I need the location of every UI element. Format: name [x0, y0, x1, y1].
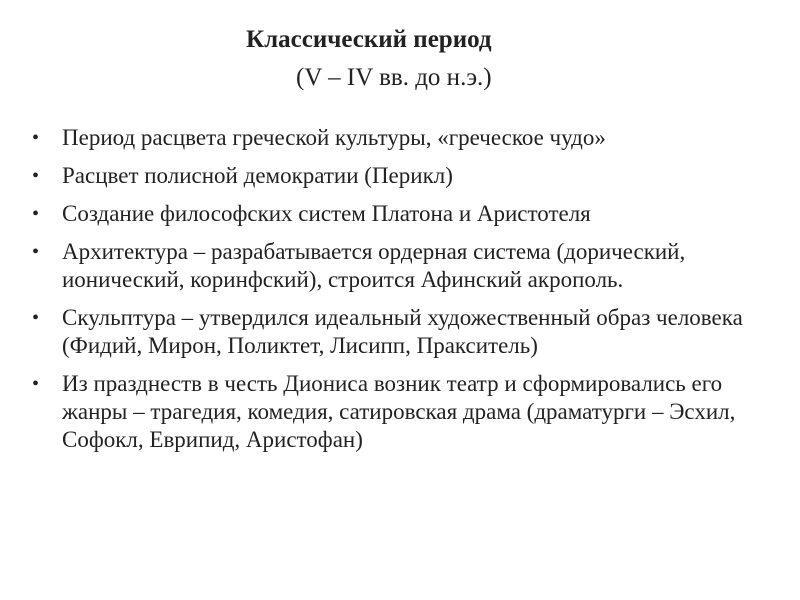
bullet-item — [32, 162, 782, 190]
bullet-item — [32, 304, 782, 360]
bullet-text: Создание философских систем Платона и Аристотеля — [62, 201, 591, 226]
bullet-item — [32, 370, 782, 454]
bullet-text: Период расцвета греческой культуры, «греческое чудо» — [62, 125, 606, 150]
bullet-text: Архитектура – разрабатывается ордерная система (дорический, ионический, коринфский), строится Афинский акрополь. — [62, 239, 686, 292]
bullet-text: Расцвет полисной демократии (Перикл) — [62, 163, 453, 188]
bullet-dot-icon: • — [32, 165, 40, 187]
bullet-item — [32, 238, 782, 294]
bullet-text: Скульптура – утвердился идеальный художественный образ человека (Фидий, Мирон, Поликтет, Лисипп, Пракситель) — [62, 305, 743, 358]
bullet-dot-icon: • — [32, 203, 40, 225]
bullet-dot-icon: • — [32, 241, 40, 263]
bullet-dot-icon: • — [32, 307, 40, 329]
bullet-item — [32, 200, 782, 228]
bullet-list — [32, 124, 782, 464]
bullet-dot-icon: • — [32, 127, 40, 149]
bullet-dot-icon: • — [32, 373, 40, 395]
bullet-text: Из празднеств в честь Диониса возник театр и сформировались его жанры – трагедия, комедия, сатировская драма (драматурги – Эсхил, Софокл, Еврипид, Аристофан) — [62, 371, 736, 452]
slide-title: Классический период — [246, 26, 492, 53]
slide-subtitle: (V – IV вв. до н.э.) — [296, 64, 492, 91]
bullet-item — [32, 124, 782, 152]
